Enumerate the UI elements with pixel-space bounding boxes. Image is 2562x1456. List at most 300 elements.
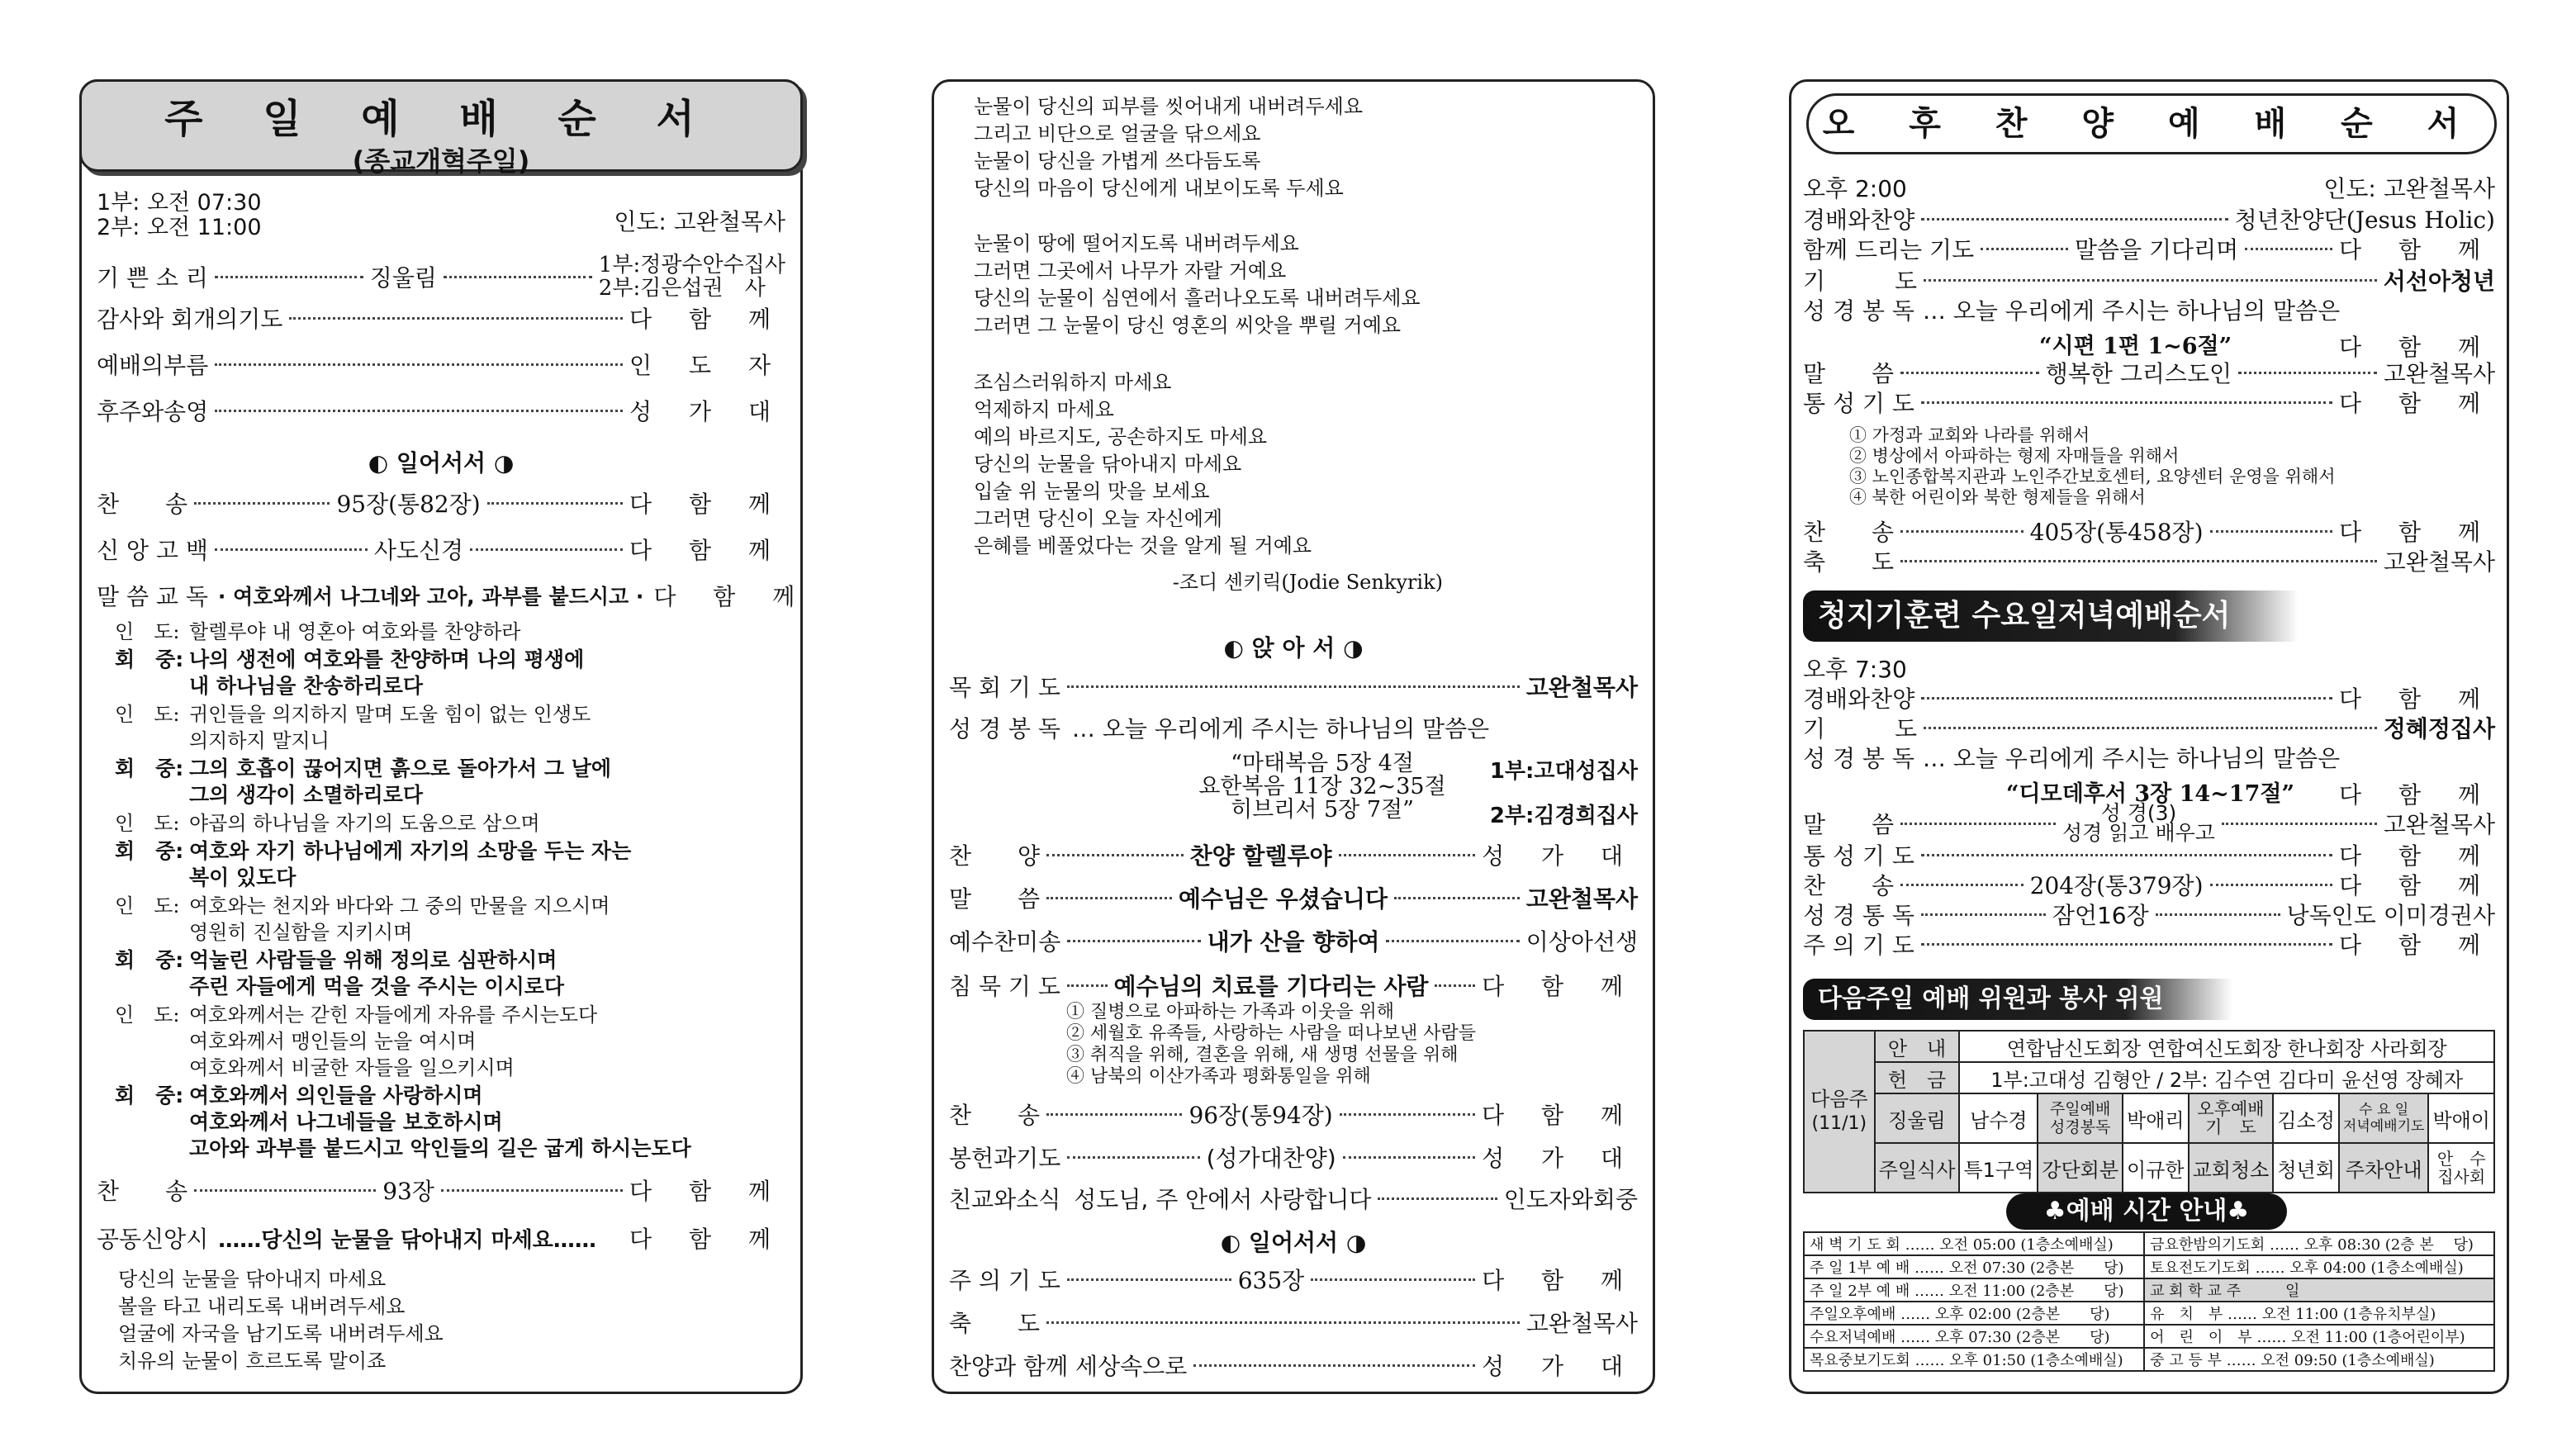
afternoon-time: 오후 2:00 — [1803, 175, 1907, 202]
row-wed-bible-reading — [1803, 899, 2495, 929]
schedule-event: 목요중보기도회 — [1810, 1352, 1910, 1369]
responsive-line — [115, 701, 784, 754]
time-second: 2부: 오전 11:00 — [97, 215, 262, 240]
row-label: 기 도 — [1803, 268, 1918, 295]
schedule-table — [1803, 1231, 2495, 1372]
row-right: 서선아청년 — [2383, 268, 2495, 295]
row-wed-word — [1803, 801, 2495, 845]
responsive-line — [115, 947, 784, 1000]
poem-intro — [118, 1266, 444, 1375]
poem-line: 눈물이 땅에 떨어지도록 내버려두세요 — [974, 232, 1299, 255]
speaker: 인 도: — [115, 703, 180, 726]
row-wed-prayer — [1803, 713, 2495, 742]
responsive-text: 야곱의 하나님을 자기의 도움으로 삼으며 — [189, 812, 540, 835]
schedule-left — [1804, 1348, 2144, 1371]
svc-value: 특1구역 — [1959, 1143, 2038, 1193]
schedule-left — [1804, 1325, 2144, 1348]
schedule-time: 주 일 — [2226, 1283, 2300, 1300]
row-call — [97, 348, 785, 381]
row-right: 다 함 께 — [629, 1226, 785, 1253]
svc-value: 김소정 — [2273, 1093, 2339, 1143]
schedule-row — [1804, 1232, 2494, 1255]
poem-line: 예의 바르지도, 공손하지도 마세요 — [974, 425, 1268, 448]
row-content: ……당신의 눈물을 닦아내지 마세요…… — [218, 1227, 596, 1253]
sunday-service-panel-2 — [932, 79, 1655, 1394]
row-benediction — [1803, 546, 2495, 576]
row-wed-scripture — [1803, 742, 2495, 772]
wednesday-banner: 청지기훈련 수요일저녁예배순서 — [1803, 590, 2299, 642]
responsive-line — [115, 810, 784, 837]
schedule-time: …… 오전 11:00 (2층본 당) — [1914, 1283, 2124, 1300]
service-times — [97, 191, 262, 240]
row-right: 다 함 께 — [2339, 932, 2495, 959]
responsive-text: 나의 생전에 여호와를 찬양하며 나의 평생에 — [189, 647, 585, 671]
svc-label: 주차안내 — [2339, 1143, 2429, 1193]
row-right: 고완철목사 — [1525, 885, 1639, 913]
row-content: … 오늘 우리에게 주시는 하나님의 말씀은 — [1922, 745, 2341, 772]
responsive-text: 할렐루야 내 영혼아 여호와를 찬양하라 — [189, 620, 521, 643]
row-scripture — [949, 711, 1638, 744]
poem-line: 당신의 눈물을 닦아내지 마세요 — [974, 453, 1242, 476]
row-right: 이상아선생 — [1525, 928, 1638, 956]
responsive-text: 여호와께서 비굴한 자들을 일으키시며 — [189, 1056, 515, 1079]
prayer-item: ④ 북한 어린이와 북한 형제들을 위해서 — [1849, 487, 2146, 507]
next-week-label: 다음주 — [1810, 1088, 1868, 1111]
verses — [1174, 752, 1471, 822]
row-right: 다 함 께 — [629, 306, 785, 333]
responsive-line — [115, 1002, 784, 1081]
schedule-event: 토요전도기도회 — [2150, 1259, 2251, 1277]
poem-line: 눈물이 당신을 가볍게 쓰다듬도록 — [974, 149, 1261, 173]
row-label: 예수찬미송 — [949, 928, 1061, 956]
schedule-time: …… 오전 05:00 (1층소예배실) — [1905, 1236, 2114, 1254]
row-content: 말씀을 기다리며 — [2074, 236, 2239, 263]
row-content: 93장 — [382, 1178, 434, 1205]
schedule-event: 어 린 이 부 — [2150, 1329, 2252, 1346]
svc-label: 강단회분 — [2038, 1143, 2123, 1193]
responsive-text: 복이 있도다 — [189, 866, 297, 889]
row-label: 찬양과 함께 세상속으로 — [949, 1353, 1188, 1380]
time-first: 1부: 오전 07:30 — [97, 190, 262, 216]
row-worship — [1803, 204, 2495, 234]
responsive-line — [115, 838, 784, 891]
row-wed-unison — [1803, 840, 2495, 870]
row-common-poem — [97, 1221, 785, 1254]
verse-afternoon: “시편 1편 1~6절” — [2039, 334, 2232, 359]
row-sing — [949, 924, 1638, 957]
verse-wednesday-reader: 다 함 께 — [2339, 781, 2495, 809]
responsive-text: 그의 호흡이 끊어지면 흙으로 돌아가서 그 날에 — [189, 756, 612, 780]
poem-line: 그러면 그 눈물이 당신 영혼의 씨앗을 뿌릴 거예요 — [974, 314, 1402, 337]
schedule-right — [2144, 1325, 2494, 1348]
row-content: 635장 — [1237, 1267, 1305, 1294]
row-label: 통 성 기 도 — [1803, 842, 1914, 870]
row-word — [1803, 358, 2495, 387]
row-label: 말 씀 — [1803, 360, 1895, 387]
schedule-row — [1804, 1278, 2494, 1302]
responsive-text: 억눌린 사람들을 위해 정의로 심판하시며 — [189, 948, 557, 972]
row-label: 기 도 — [1803, 715, 1918, 742]
schedule-time: …… 오후 02:00 (2층본 당) — [1900, 1306, 2110, 1323]
responsive-line — [115, 647, 784, 700]
row-label: 찬 송 — [97, 1178, 188, 1205]
prayer-item: ③ 취직을 위해, 결혼을 위해, 새 생명 선물을 위해 — [1066, 1045, 1459, 1065]
row-label: 친교와소식 — [949, 1186, 1061, 1213]
poem-line: 당신의 눈물이 심연에서 흘러나오도록 내버려두세요 — [974, 287, 1421, 310]
row-label: 주 의 기 도 — [1803, 932, 1914, 959]
row-gippeun — [97, 252, 785, 301]
schedule-row — [1804, 1325, 2494, 1348]
svc-value: 안 수 집사회 — [2428, 1143, 2494, 1193]
row-pastoral — [949, 670, 1638, 703]
poem-line: 당신의 마음이 당신에게 내보이도록 두세요 — [974, 177, 1344, 200]
svc-value: 박애이 — [2428, 1093, 2494, 1143]
schedule-right — [2144, 1255, 2494, 1278]
schedule-event: 주일오후예배 — [1810, 1306, 1896, 1323]
poem-part-1 — [974, 93, 1363, 202]
row-right: 다 함 께 — [1482, 973, 1639, 1000]
section-stand: ◐ 일어서서 ◑ — [1220, 1229, 1367, 1256]
row-label: 감사와 회개의기도 — [97, 306, 283, 333]
svc-value: 청년회 — [2273, 1143, 2339, 1193]
row-content: 징울림 — [369, 264, 437, 292]
poem-line: 얼굴에 자국을 남기도록 내버려두세요 — [118, 1322, 444, 1345]
row-right: 청년찬양단(Jesus Holic) — [2234, 206, 2495, 234]
row-label: 경배와찬양 — [1803, 685, 1915, 713]
schedule-left — [1804, 1302, 2144, 1325]
schedule-right — [2144, 1348, 2494, 1371]
sermon-series: 성 경(3) — [2100, 801, 2177, 825]
row-right: 다 함 께 — [2339, 842, 2495, 870]
row-wed-worship — [1803, 683, 2495, 713]
poem-line: 당신의 눈물을 닦아내지 마세요 — [118, 1268, 387, 1291]
schedule-event: 유 치 부 — [2150, 1306, 2223, 1323]
schedule-event: 주 일 2부 예 배 — [1810, 1283, 1910, 1300]
row-word — [949, 881, 1638, 914]
wednesday-time: 오후 7:30 — [1803, 656, 1907, 683]
section-stand: ◐ 일어서서 ◑ — [368, 449, 515, 477]
sunday-title-box — [79, 79, 803, 177]
prayer-item: ① 질병으로 아파하는 가족과 이웃을 위해 — [1066, 1002, 1394, 1022]
responsive-text: 여호와께서 맹인들의 눈을 여시며 — [189, 1030, 477, 1053]
row-right: 인도자와회중 — [1503, 1186, 1638, 1213]
schedule-time: …… 오후 04:00 (1층소예배실) — [2255, 1259, 2464, 1277]
poem-line: 볼을 타고 내리도록 내버려두세요 — [118, 1295, 406, 1318]
schedule-row — [1804, 1255, 2494, 1278]
row-label: 찬 송 — [1803, 519, 1895, 546]
schedule-time: …… 오전 09:50 (1층소예배실) — [2226, 1352, 2435, 1369]
next-week-banner: 다음주일 예배 위원과 봉사 위원 — [1803, 979, 2232, 1020]
row-content: … 오늘 우리에게 주시는 하나님의 말씀은 — [1071, 715, 1490, 742]
row-right: 인 도 자 — [629, 352, 785, 379]
row-wed-hymn — [1803, 870, 2495, 899]
verse: 요한복음 11장 32~35절 — [1198, 774, 1446, 799]
row-label: 찬 양 — [949, 842, 1041, 870]
reader-1: 1부:정광수안수집사 — [598, 253, 786, 277]
schedule-left — [1804, 1255, 2144, 1278]
responsive-text: 귀인들을 의지하지 말며 도울 힘이 없는 인생도 — [189, 703, 591, 726]
schedule-row — [1804, 1348, 2494, 1371]
svc-value: 박애리 — [2123, 1093, 2189, 1143]
row-label: 말 씀 — [949, 885, 1041, 913]
poem-author: -조디 센키릭(Jodie Senkyrik) — [1172, 571, 1443, 594]
poem-line: 그러면 그곳에서 나무가 자랄 거예요 — [974, 259, 1287, 282]
row-scripture — [1803, 295, 2495, 325]
speaker: 인 도: — [115, 1003, 180, 1027]
svc-value: 남수경 — [1959, 1093, 2038, 1143]
row-hymn — [1803, 516, 2495, 546]
row-reading — [97, 579, 810, 612]
row-right: 성 가 대 — [1482, 1353, 1638, 1380]
row-label: 공동신앙시 — [97, 1226, 209, 1253]
row-offering — [949, 1141, 1638, 1174]
poem-line: 치유의 눈물이 흐르도록 말이죠 — [118, 1349, 387, 1373]
row-right: 성 가 대 — [1482, 842, 1639, 870]
row-label: 찬 송 — [1803, 872, 1895, 899]
svc-value: 1부:고대성 김형안 / 2부: 김수연 김다미 윤선영 장혜자 — [1959, 1062, 2494, 1093]
row-content: · 여호와께서 나그네와 고아, 과부를 붙드시고 · — [217, 585, 644, 609]
row-content: (성가대찬양) — [1206, 1145, 1336, 1172]
responsive-line — [115, 1083, 784, 1162]
service-committee-table — [1803, 1030, 2495, 1193]
row-right: 다 함 께 — [2339, 872, 2496, 899]
schedule-event: 수요저녁예배 — [1810, 1329, 1896, 1346]
responsive-line — [115, 619, 784, 645]
row-label: 통 성 기 도 — [1803, 390, 1914, 417]
poem-line: 눈물이 당신의 피부를 씻어내게 내버려두세요 — [974, 95, 1364, 118]
responsive-text: 여호와는 천지와 바다와 그 중의 만물을 지으시며 — [189, 894, 610, 918]
speaker: 회 중: — [115, 1084, 184, 1107]
row-content: 예수님은 우셨습니다 — [1178, 885, 1388, 913]
row-label: 축 도 — [949, 1310, 1041, 1337]
row-benediction — [949, 1306, 1638, 1339]
poem-line: 그러면 당신이 오늘 자신에게 — [974, 507, 1223, 530]
responsive-line — [115, 756, 784, 809]
row-right: 고완철목사 — [2383, 811, 2495, 838]
speaker: 인 도: — [115, 812, 180, 835]
schedule-right — [2144, 1232, 2494, 1255]
row-content — [2061, 801, 2215, 845]
row-label: 축 도 — [1803, 548, 1895, 576]
row-hymn — [949, 1098, 1638, 1131]
row-right: 다 함 께 — [629, 537, 785, 564]
responsive-text: 여호와께서는 갇힌 자들에게 자유를 주시는도다 — [189, 1003, 598, 1027]
row-unison-prayer — [1803, 387, 2495, 417]
row-right: 다 함 께 — [1482, 1102, 1638, 1129]
prayer-item: ① 가정과 교회와 나라를 위해서 — [1849, 425, 2090, 445]
row-lords-prayer — [949, 1263, 1638, 1296]
row-content: 행복한 그리스도인 — [2045, 360, 2232, 387]
page-title: 주 일 예 배 순 서 — [164, 96, 718, 142]
svc-label: 주일식사 — [1875, 1143, 1960, 1193]
schedule-time: …… 오후 07:30 (2층본 당) — [1900, 1329, 2110, 1346]
schedule-event: 주 일 1부 예 배 — [1810, 1259, 1910, 1277]
responsive-text: 주린 자들에게 먹을 것을 주시는 이시로다 — [189, 975, 565, 998]
row-right: 다 함 께 — [2339, 519, 2496, 546]
prayer-list-afternoon — [1849, 425, 2336, 508]
row-together-prayer — [1803, 234, 2495, 263]
row-label: 예배의부름 — [97, 352, 209, 379]
row-sendoff — [949, 1349, 1638, 1382]
row-content: 204장(통379장) — [2029, 872, 2204, 899]
prayer-list — [1066, 1002, 1476, 1088]
speaker: 회 중: — [115, 647, 184, 671]
speaker: 회 중: — [115, 839, 184, 863]
svc-label: 헌 금 — [1875, 1062, 1960, 1093]
schedule-event: 중 고 등 부 — [2150, 1352, 2222, 1369]
speaker: 인 도: — [115, 620, 180, 643]
schedule-event: 금요한밤의기도회 — [2150, 1236, 2265, 1254]
row-right: 고완철목사 — [1525, 674, 1638, 701]
speaker: 회 중: — [115, 756, 184, 780]
row-content: 내가 산을 향하여 — [1207, 928, 1380, 956]
row-label: 성 경 봉 독 — [1803, 297, 1914, 325]
schedule-event: 새 벽 기 도 회 — [1810, 1236, 1900, 1254]
schedule-time: …… 오후 08:30 (2층 본 당) — [2269, 1236, 2474, 1254]
row-right: 다 함 께 — [2339, 390, 2495, 417]
poem-line: 조심스러워하지 마세요 — [974, 371, 1172, 394]
responsive-text: 영원히 진실함을 지키시며 — [189, 921, 413, 944]
reader-second: 2부:김경희집사 — [1489, 804, 1638, 828]
schedule-time: …… 오후 01:50 (1층소예배실) — [1914, 1352, 2123, 1369]
afternoon-title: 오 후 찬 양 예 배 순 서 — [1806, 93, 2497, 154]
verse: 히브리서 5장 7절” — [1231, 797, 1414, 823]
row-right: 성 가 대 — [1482, 1145, 1639, 1172]
schedule-row — [1804, 1302, 2494, 1325]
schedule-time: …… 오전 07:30 (2층본 당) — [1914, 1259, 2124, 1277]
row-content: 잠언16장 — [2052, 902, 2149, 929]
row-hymn — [97, 486, 785, 519]
svc-label: 징울림 — [1875, 1093, 1960, 1143]
row-label: 찬 송 — [949, 1102, 1041, 1129]
row-content: 예수님의 치료를 기다리는 사람 — [1113, 973, 1429, 1000]
row-wed-lords-prayer — [1803, 929, 2495, 959]
row-content: 사도신경 — [373, 537, 464, 564]
row-praise — [949, 838, 1638, 871]
leader: 인도: 고완철목사 — [614, 208, 785, 235]
sermon-title: 성경 읽고 배우고 — [2061, 821, 2215, 845]
row-label: 기 쁜 소 리 — [97, 264, 208, 292]
row-right: 다 함 께 — [653, 583, 810, 610]
row-label: 함께 드리는 기도 — [1803, 236, 1975, 263]
row-label: 후주와송영 — [97, 398, 209, 425]
row-content: 95장(통82장) — [336, 491, 481, 518]
prayer-item: ② 병상에서 아파하는 형제 자매들을 위해서 — [1849, 446, 2180, 466]
page-subtitle: (종교개혁주일) — [352, 145, 530, 177]
svc-value: 이규한 — [2123, 1143, 2189, 1193]
poem-line: 은혜를 베풀었다는 것을 알게 될 거예요 — [974, 534, 1312, 557]
svc-value: 연합남신도회장 연합여신도회장 한나회장 사라회장 — [1959, 1031, 2494, 1062]
row-right: 고완철목사 — [2383, 548, 2495, 576]
prayer-item: ④ 남북의 이산가족과 평화통일을 위해 — [1066, 1066, 1371, 1087]
row-right: 고완철목사 — [2383, 360, 2495, 387]
verse-wednesday: “디모데후서 3장 14~17절” — [2006, 781, 2294, 807]
speaker: 인 도: — [115, 894, 180, 918]
responsive-text: 고아와 과부를 붙드시고 악인들의 길은 굽게 하시는도다 — [189, 1136, 691, 1160]
row-right: 정혜정집사 — [2383, 715, 2495, 742]
reader-first: 1부:고대성집사 — [1489, 759, 1638, 784]
schedule-event: 교 회 학 교 — [2150, 1283, 2222, 1300]
poem-part-2 — [974, 230, 1421, 339]
row-content: 성도님, 주 안에서 사랑합니다 — [1074, 1186, 1372, 1213]
poem-part-3 — [974, 369, 1312, 560]
row-label: 경배와찬양 — [1803, 206, 1915, 234]
poem-line: 억제하지 마세요 — [974, 398, 1114, 421]
row-label: 성 경 봉 독 — [1803, 745, 1914, 772]
svc-label: 수 요 일 저녁예배기도 — [2339, 1093, 2429, 1143]
row-label: 침 묵 기 도 — [949, 973, 1060, 1000]
responsive-text: 여호와께서 나그네들을 보호하시며 — [189, 1110, 503, 1134]
row-right: 낭독인도 이미경권사 — [2286, 902, 2495, 929]
row-label: 주 의 기 도 — [949, 1267, 1060, 1294]
responsive-text: 여호와께서 의인들을 사랑하시며 — [189, 1084, 483, 1107]
responsive-text: 그의 생각이 소멸하리로다 — [189, 783, 424, 807]
row-label: 찬 송 — [97, 491, 188, 518]
row-right: 성 가 대 — [629, 398, 785, 425]
next-week-cell — [1804, 1031, 1875, 1193]
row-right: 다 함 께 — [2339, 236, 2495, 263]
sunday-service-panel — [79, 79, 810, 1394]
afternoon-leader: 인도: 고완철목사 — [2323, 175, 2495, 202]
row-prayer — [1803, 265, 2495, 295]
schedule-right — [2144, 1302, 2494, 1325]
row-label: 목 회 기 도 — [949, 674, 1060, 701]
prayer-item: ③ 노인종합복지관과 노인주간보호센터, 요양센터 운영을 위해서 — [1849, 467, 2336, 486]
responsive-text: 여호와 자기 하나님에게 자기의 소망을 두는 자는 — [189, 839, 632, 863]
svc-label: 교회청소 — [2189, 1143, 2274, 1193]
verse-afternoon-reader: 다 함 께 — [2339, 334, 2495, 361]
row-right: 다 함 께 — [1482, 1267, 1639, 1294]
row-label: 말 씀 교 독 — [97, 583, 208, 610]
verse: “마태복음 5장 4절 — [1231, 751, 1414, 776]
poem-line: 입술 위 눈물의 맛을 보세요 — [974, 480, 1210, 503]
poem-line: 그리고 비단으로 얼굴을 닦으세요 — [974, 122, 1261, 145]
speaker: 회 중: — [115, 948, 184, 972]
row-right: 다 함 께 — [629, 1178, 785, 1205]
schedule-time: …… 오전 11:00 (1층어린이부) — [2256, 1329, 2465, 1346]
row-label: 말 씀 — [1803, 811, 1895, 838]
schedule-time: …… 오전 11:00 (1층유치부실) — [2228, 1306, 2436, 1323]
next-week-date: (11/1) — [1811, 1113, 1867, 1134]
schedule-title: ♣예배 시간 안내♣ — [2006, 1193, 2287, 1230]
row-content: 찬양 할렐루야 — [1189, 842, 1332, 870]
svc-label: 오후예배 기 도 — [2189, 1093, 2274, 1143]
row-label: 신 앙 고 백 — [97, 537, 208, 564]
row-news — [949, 1182, 1638, 1215]
afternoon-service-panel — [1789, 79, 2509, 1394]
row-right: 다 함 께 — [2339, 685, 2495, 713]
prayer-item: ② 세월호 유족들, 사랑하는 사람을 떠나보낸 사람들 — [1066, 1023, 1476, 1044]
row-right — [599, 254, 785, 300]
row-content: … 오늘 우리에게 주시는 하나님의 말씀은 — [1922, 297, 2341, 325]
reader-2: 2부:김은섭권 사 — [598, 276, 766, 301]
row-confession — [97, 301, 785, 334]
row-postlude — [97, 394, 785, 427]
schedule-left — [1804, 1278, 2144, 1302]
row-label: 성 경 통 독 — [1803, 902, 1914, 929]
row-content: 405장(통458장) — [2029, 519, 2204, 546]
schedule-left — [1804, 1232, 2144, 1255]
svc-label: 주일예배 성경봉독 — [2038, 1093, 2123, 1143]
row-content: 96장(통94장) — [1188, 1102, 1333, 1129]
schedule-right — [2144, 1278, 2494, 1302]
responsive-text: 의지하지 말지니 — [189, 729, 330, 752]
section-sit: ◐ 앉 아 서 ◑ — [1223, 634, 1364, 662]
row-silent — [949, 969, 1638, 1002]
responsive-line — [115, 893, 784, 946]
row-creed — [97, 533, 785, 566]
responsive-text: 내 하나님을 찬송하리로다 — [189, 674, 424, 698]
